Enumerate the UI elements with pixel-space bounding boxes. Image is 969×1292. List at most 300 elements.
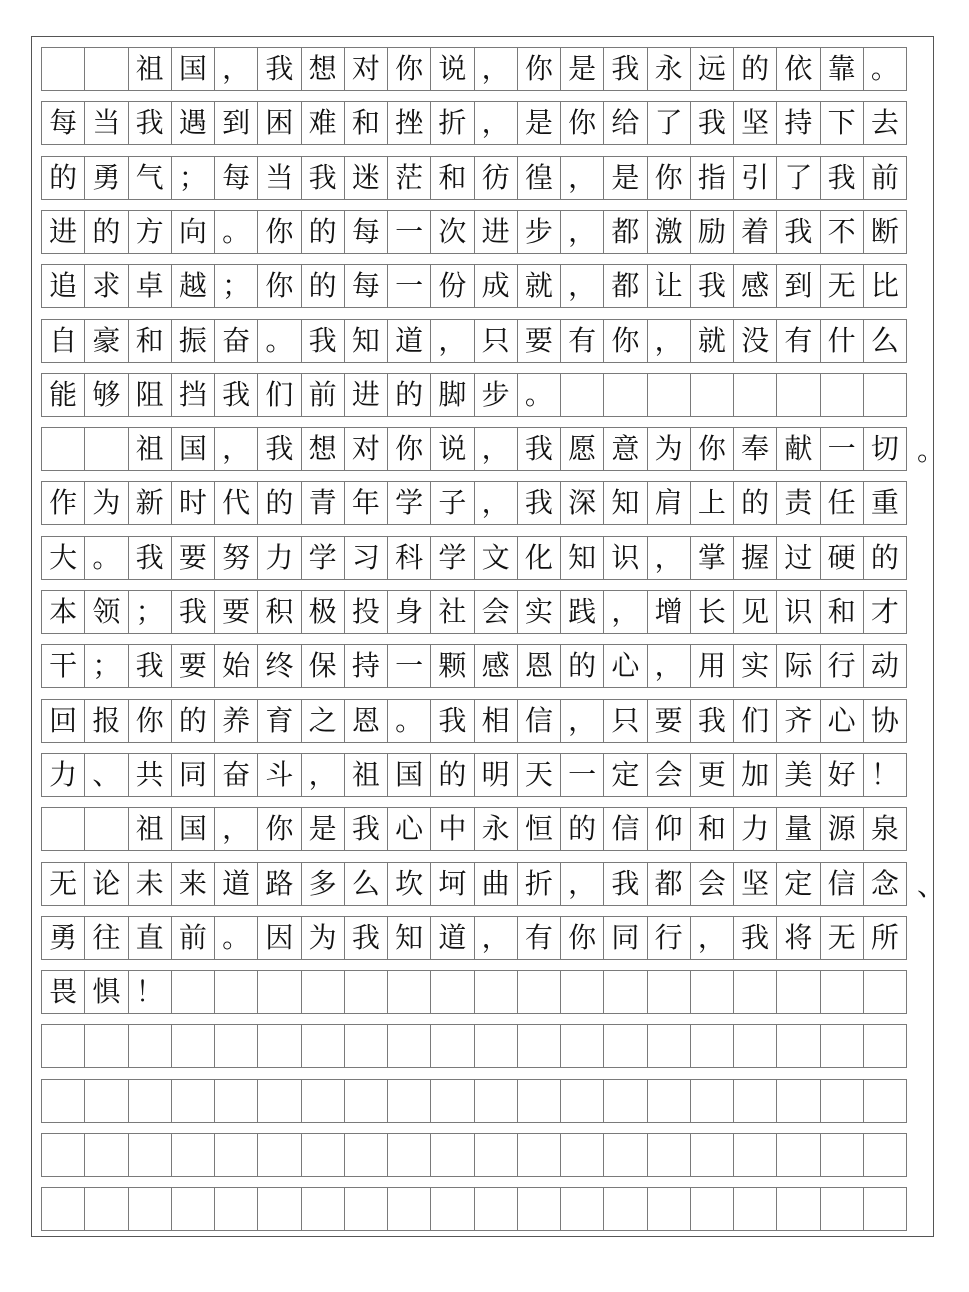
grid-cell: 远 <box>690 47 734 91</box>
grid-cell: 之 <box>301 699 345 743</box>
grid-cell: 。 <box>214 210 258 254</box>
grid-cell: 次 <box>430 210 474 254</box>
grid-cell: 勇 <box>41 916 85 960</box>
grid-cell: 永 <box>474 807 518 851</box>
grid-cell: 力 <box>257 536 301 580</box>
grid-cell: 断 <box>863 210 907 254</box>
grid-cell <box>430 970 474 1014</box>
grid-cell: 祖 <box>128 47 172 91</box>
grid-cell: 一 <box>560 753 604 797</box>
grid-cell: 识 <box>776 590 820 634</box>
grid-cell: 每 <box>344 210 388 254</box>
grid-cell: 困 <box>257 101 301 145</box>
grid-cell: 遇 <box>171 101 215 145</box>
grid-cell: 未 <box>128 862 172 906</box>
grid-cell <box>517 1079 561 1123</box>
grid-cell: 折 <box>430 101 474 145</box>
grid-cell: 你 <box>560 916 604 960</box>
grid-cell: 源 <box>820 807 864 851</box>
grid-row <box>41 101 926 145</box>
grid-cell: 的 <box>257 481 301 525</box>
grid-cell <box>84 1024 128 1068</box>
grid-cell: 我 <box>430 699 474 743</box>
grid-cell: 感 <box>733 264 777 308</box>
grid-cell <box>387 1133 431 1177</box>
grid-cell: 愿 <box>560 427 604 471</box>
grid-cell: 份 <box>430 264 474 308</box>
grid-cell: 就 <box>690 319 734 363</box>
grid-cell: 握 <box>733 536 777 580</box>
grid-cell: 道 <box>430 916 474 960</box>
grid-cell: 青 <box>301 481 345 525</box>
grid-cell: 脚 <box>430 373 474 417</box>
grid-cell <box>128 1079 172 1123</box>
grid-cell <box>344 1024 388 1068</box>
grid-cell: 化 <box>517 536 561 580</box>
grid-cell <box>430 1024 474 1068</box>
grid-cell: 阻 <box>128 373 172 417</box>
grid-cell: 对 <box>344 427 388 471</box>
grid-cell: 身 <box>387 590 431 634</box>
grid-cell: ， <box>690 916 734 960</box>
grid-row <box>41 862 946 906</box>
grid-cell: 你 <box>257 264 301 308</box>
grid-cell: 我 <box>603 47 647 91</box>
grid-cell <box>733 1024 777 1068</box>
grid-cell: 恩 <box>517 644 561 688</box>
grid-cell: 责 <box>776 481 820 525</box>
grid-cell: 你 <box>517 47 561 91</box>
grid-cell <box>863 373 907 417</box>
grid-cell: 都 <box>647 862 691 906</box>
grid-cell: 折 <box>517 862 561 906</box>
grid-cell <box>430 1079 474 1123</box>
grid-cell: 共 <box>128 753 172 797</box>
grid-cell: 们 <box>257 373 301 417</box>
grid-cell: 卓 <box>128 264 172 308</box>
grid-cell: 坷 <box>430 862 474 906</box>
grid-cell <box>474 1133 518 1177</box>
grid-row <box>41 807 926 851</box>
grid-row <box>41 536 926 580</box>
grid-row <box>41 47 926 91</box>
grid-cell: 的 <box>733 47 777 91</box>
grid-cell: ， <box>603 590 647 634</box>
grid-cell: 的 <box>84 210 128 254</box>
grid-cell: 靠 <box>820 47 864 91</box>
grid-cell: ， <box>647 644 691 688</box>
grid-cell <box>128 1133 172 1177</box>
grid-cell <box>820 1079 864 1123</box>
grid-cell <box>560 1187 604 1231</box>
grid-cell <box>647 1187 691 1231</box>
grid-cell <box>733 373 777 417</box>
grid-cell: 茫 <box>387 156 431 200</box>
grid-cell: 切 <box>863 427 907 471</box>
grid-cell: 祖 <box>344 753 388 797</box>
grid-cell: 是 <box>517 101 561 145</box>
grid-cell: 路 <box>257 862 301 906</box>
grid-cell: 要 <box>171 536 215 580</box>
grid-cell: 。 <box>387 699 431 743</box>
grid-cell: 惧 <box>84 970 128 1014</box>
grid-cell: 信 <box>603 807 647 851</box>
grid-cell: 无 <box>820 916 864 960</box>
grid-cell: 能 <box>41 373 85 417</box>
grid-cell: 的 <box>301 264 345 308</box>
grid-cell: 更 <box>690 753 734 797</box>
grid-cell: 只 <box>474 319 518 363</box>
grid-cell: 养 <box>214 699 258 743</box>
grid-cell: 步 <box>517 210 561 254</box>
grid-cell <box>41 1133 85 1177</box>
grid-cell: 年 <box>344 481 388 525</box>
grid-cell: 要 <box>647 699 691 743</box>
grid-cell: ， <box>560 210 604 254</box>
grid-cell <box>690 970 734 1014</box>
grid-cell <box>776 373 820 417</box>
grid-cell <box>560 1133 604 1177</box>
grid-cell: 是 <box>301 807 345 851</box>
grid-cell: 感 <box>474 644 518 688</box>
grid-cell <box>171 1187 215 1231</box>
grid-cell: 迷 <box>344 156 388 200</box>
grid-cell: 用 <box>690 644 734 688</box>
grid-cell: ； <box>128 590 172 634</box>
grid-cell: 际 <box>776 644 820 688</box>
grid-row <box>41 753 926 797</box>
grid-cell: 我 <box>257 427 301 471</box>
grid-cell: 祖 <box>128 807 172 851</box>
grid-cell: 不 <box>820 210 864 254</box>
grid-cell: 我 <box>820 156 864 200</box>
grid-cell: 当 <box>257 156 301 200</box>
grid-cell: 上 <box>690 481 734 525</box>
grid-cell: 畏 <box>41 970 85 1014</box>
grid-cell: 践 <box>560 590 604 634</box>
grid-cell: 够 <box>84 373 128 417</box>
grid-cell <box>387 970 431 1014</box>
grid-cell: 比 <box>863 264 907 308</box>
grid-cell: 国 <box>171 427 215 471</box>
grid-cell <box>776 1024 820 1068</box>
grid-cell: 就 <box>517 264 561 308</box>
grid-cell: 我 <box>344 916 388 960</box>
grid-cell: 指 <box>690 156 734 200</box>
grid-cell: 因 <box>257 916 301 960</box>
grid-cell <box>863 1187 907 1231</box>
grid-cell: ； <box>214 264 258 308</box>
grid-cell: 要 <box>214 590 258 634</box>
grid-cell: ， <box>560 264 604 308</box>
grid-cell: 颗 <box>430 644 474 688</box>
grid-cell: 往 <box>84 916 128 960</box>
grid-cell <box>863 1133 907 1177</box>
grid-cell: 有 <box>517 916 561 960</box>
grid-cell: 你 <box>560 101 604 145</box>
grid-cell: 力 <box>41 753 85 797</box>
grid-cell: 我 <box>690 101 734 145</box>
grid-cell: 是 <box>603 156 647 200</box>
grid-cell: 社 <box>430 590 474 634</box>
grid-cell: 仰 <box>647 807 691 851</box>
grid-cell: 的 <box>430 753 474 797</box>
grid-cell <box>84 1187 128 1231</box>
grid-cell: 我 <box>690 699 734 743</box>
grid-cell: 会 <box>647 753 691 797</box>
grid-cell: 坚 <box>733 862 777 906</box>
grid-cell <box>603 373 647 417</box>
grid-cell: 重 <box>863 481 907 525</box>
grid-cell: 知 <box>603 481 647 525</box>
grid-cell <box>517 970 561 1014</box>
grid-cell: 量 <box>776 807 820 851</box>
grid-row <box>41 1024 926 1068</box>
grid-row <box>41 210 926 254</box>
grid-cell <box>214 1024 258 1068</box>
grid-cell <box>863 970 907 1014</box>
grid-cell: 求 <box>84 264 128 308</box>
grid-row <box>41 427 946 471</box>
grid-cell: 我 <box>517 427 561 471</box>
grid-cell <box>776 1187 820 1231</box>
grid-cell: 信 <box>517 699 561 743</box>
grid-cell: 定 <box>776 862 820 906</box>
grid-cell: 恒 <box>517 807 561 851</box>
grid-cell: 永 <box>647 47 691 91</box>
grid-cell <box>84 47 128 91</box>
grid-row <box>41 319 926 363</box>
grid-cell <box>690 1133 734 1177</box>
grid-cell <box>690 373 734 417</box>
grid-cell <box>344 1079 388 1123</box>
grid-cell: 持 <box>344 644 388 688</box>
grid-cell: 我 <box>301 156 345 200</box>
grid-cell <box>647 1024 691 1068</box>
grid-cell <box>301 1187 345 1231</box>
grid-cell: 始 <box>214 644 258 688</box>
grid-cell: 我 <box>257 47 301 91</box>
grid-cell: 献 <box>776 427 820 471</box>
grid-cell: 我 <box>776 210 820 254</box>
grid-cell: 学 <box>430 536 474 580</box>
grid-cell: 保 <box>301 644 345 688</box>
grid-cell: 你 <box>128 699 172 743</box>
grid-cell <box>41 807 85 851</box>
grid-cell: 硬 <box>820 536 864 580</box>
grid-cell: 所 <box>863 916 907 960</box>
grid-cell <box>128 1024 172 1068</box>
grid-cell <box>733 1079 777 1123</box>
grid-cell: 会 <box>690 862 734 906</box>
grid-cell: 曲 <box>474 862 518 906</box>
grid-cell <box>603 1133 647 1177</box>
grid-cell <box>603 970 647 1014</box>
grid-cell: ， <box>647 536 691 580</box>
grid-cell: 子 <box>430 481 474 525</box>
grid-row <box>41 916 926 960</box>
grid-cell: 你 <box>647 156 691 200</box>
grid-cell: 只 <box>603 699 647 743</box>
grid-cell <box>474 1079 518 1123</box>
grid-cell <box>41 427 85 471</box>
grid-cell <box>733 970 777 1014</box>
grid-cell: 我 <box>128 536 172 580</box>
grid-cell <box>733 1133 777 1177</box>
grid-cell: ， <box>474 47 518 91</box>
grid-cell <box>387 1079 431 1123</box>
grid-cell <box>387 1187 431 1231</box>
grid-cell: 知 <box>344 319 388 363</box>
grid-cell: 下 <box>820 101 864 145</box>
grid-cell <box>776 970 820 1014</box>
grid-cell: 直 <box>128 916 172 960</box>
grid-cell <box>344 970 388 1014</box>
grid-row <box>41 1079 926 1123</box>
grid-cell: 要 <box>517 319 561 363</box>
grid-cell: 自 <box>41 319 85 363</box>
grid-cell <box>647 1133 691 1177</box>
grid-cell: 美 <box>776 753 820 797</box>
grid-cell: 极 <box>301 590 345 634</box>
grid-cell: 领 <box>84 590 128 634</box>
grid-cell: 加 <box>733 753 777 797</box>
grid-cell: 步 <box>474 373 518 417</box>
grid-cell: 。 <box>517 373 561 417</box>
grid-cell: 挫 <box>387 101 431 145</box>
grid-cell <box>257 970 301 1014</box>
grid-cell: 实 <box>517 590 561 634</box>
grid-cell: 力 <box>733 807 777 851</box>
grid-cell: 。 <box>257 319 301 363</box>
grid-cell <box>171 1024 215 1068</box>
grid-cell <box>41 1079 85 1123</box>
grid-cell: ， <box>560 156 604 200</box>
grid-cell: 的 <box>863 536 907 580</box>
grid-cell: 的 <box>560 644 604 688</box>
grid-cell: 中 <box>430 807 474 851</box>
grid-cell <box>820 1133 864 1177</box>
grid-cell: 好 <box>820 753 864 797</box>
grid-cell: 振 <box>171 319 215 363</box>
grid-row <box>41 644 926 688</box>
grid-cell <box>776 1133 820 1177</box>
grid-cell: 和 <box>128 319 172 363</box>
grid-cell: 么 <box>863 319 907 363</box>
grid-cell: 我 <box>690 264 734 308</box>
grid-cell: 、 <box>84 753 128 797</box>
grid-cell: 信 <box>820 862 864 906</box>
grid-cell: 一 <box>387 264 431 308</box>
grid-cell: 心 <box>820 699 864 743</box>
grid-cell <box>560 373 604 417</box>
grid-cell: 有 <box>560 319 604 363</box>
grid-cell: 豪 <box>84 319 128 363</box>
grid-cell <box>214 1187 258 1231</box>
grid-cell: 长 <box>690 590 734 634</box>
grid-cell: 相 <box>474 699 518 743</box>
grid-cell: ， <box>474 427 518 471</box>
grid-cell: 同 <box>603 916 647 960</box>
grid-cell: 和 <box>344 101 388 145</box>
grid-cell: 投 <box>344 590 388 634</box>
grid-cell: 前 <box>171 916 215 960</box>
grid-cell: 气 <box>128 156 172 200</box>
grid-cell: 向 <box>171 210 215 254</box>
grid-cell: 难 <box>301 101 345 145</box>
grid-cell: 学 <box>387 481 431 525</box>
grid-cell <box>517 1187 561 1231</box>
grid-cell: 回 <box>41 699 85 743</box>
grid-cell: 想 <box>301 427 345 471</box>
grid-cell: 动 <box>863 644 907 688</box>
grid-cell: 激 <box>647 210 691 254</box>
grid-cell: 越 <box>171 264 215 308</box>
grid-cell: 进 <box>474 210 518 254</box>
grid-cell: 挡 <box>171 373 215 417</box>
grid-cell: 和 <box>820 590 864 634</box>
grid-cell <box>560 1024 604 1068</box>
grid-cell: 多 <box>301 862 345 906</box>
grid-cell: 了 <box>647 101 691 145</box>
grid-cell: 国 <box>171 807 215 851</box>
grid-cell: 我 <box>128 644 172 688</box>
grid-cell: ， <box>301 753 345 797</box>
grid-cell: 齐 <box>776 699 820 743</box>
grid-cell: 了 <box>776 156 820 200</box>
grid-cell: 你 <box>603 319 647 363</box>
grid-cell <box>560 1079 604 1123</box>
grid-cell: 代 <box>214 481 258 525</box>
grid-cell <box>430 1187 474 1231</box>
grid-cell: 。 <box>84 536 128 580</box>
grid-cell: 奋 <box>214 753 258 797</box>
grid-cell <box>171 1133 215 1177</box>
grid-cell <box>257 1024 301 1068</box>
grid-cell <box>603 1079 647 1123</box>
grid-cell: 没 <box>733 319 777 363</box>
grid-cell: 才 <box>863 590 907 634</box>
grid-cell: ， <box>474 101 518 145</box>
grid-cell <box>776 1079 820 1123</box>
grid-cell: 们 <box>733 699 777 743</box>
grid-cell <box>301 1024 345 1068</box>
grid-cell: 行 <box>820 644 864 688</box>
grid-cell: 见 <box>733 590 777 634</box>
grid-cell: 和 <box>690 807 734 851</box>
grid-row <box>41 1133 926 1177</box>
grid-cell <box>820 1187 864 1231</box>
grid-cell: ！ <box>863 753 907 797</box>
grid-cell: 坎 <box>387 862 431 906</box>
grid-row <box>41 264 926 308</box>
grid-cell: 给 <box>603 101 647 145</box>
grid-cell <box>387 1024 431 1068</box>
grid-cell <box>344 1133 388 1177</box>
grid-cell: 的 <box>733 481 777 525</box>
grid-cell: 文 <box>474 536 518 580</box>
grid-cell: 说 <box>430 427 474 471</box>
grid-cell: 要 <box>171 644 215 688</box>
grid-cell <box>820 1024 864 1068</box>
grid-cell: 坚 <box>733 101 777 145</box>
grid-cell <box>41 1024 85 1068</box>
grid-cell: 的 <box>171 699 215 743</box>
grid-cell: 彷 <box>474 156 518 200</box>
grid-cell: 成 <box>474 264 518 308</box>
grid-cell <box>301 970 345 1014</box>
grid-cell: 你 <box>387 47 431 91</box>
